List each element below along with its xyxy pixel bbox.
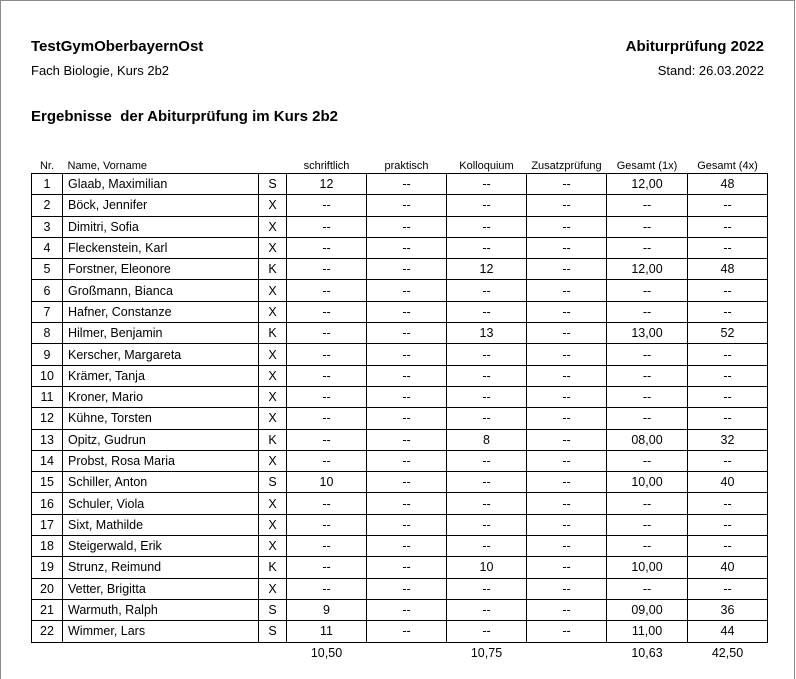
col-extra-average xyxy=(527,642,607,663)
col-name-header: Name, Vorname xyxy=(67,160,147,172)
col-total-1x-cell: 13,00 xyxy=(607,323,688,344)
col-written-cell: -- xyxy=(287,386,367,407)
col-colloquium-cell: 12 xyxy=(447,259,527,280)
col-colloquium-cell: -- xyxy=(447,280,527,301)
col-nr-cell: 7 xyxy=(32,301,63,322)
col-type-cell: K xyxy=(259,429,287,450)
col-nr-cell: 15 xyxy=(32,472,63,493)
col-practical-cell: -- xyxy=(367,536,447,557)
col-colloquium-cell: -- xyxy=(447,237,527,258)
col-practical-cell: -- xyxy=(367,237,447,258)
col-type-cell: X xyxy=(259,365,287,386)
col-type-header xyxy=(259,155,287,174)
col-practical-cell: -- xyxy=(367,493,447,514)
col-total-4x-cell: -- xyxy=(688,408,768,429)
col-total-1x-cell: 11,00 xyxy=(607,621,688,642)
col-total-4x-cell: 52 xyxy=(688,323,768,344)
col-practical-cell: -- xyxy=(367,365,447,386)
table-row xyxy=(32,386,768,407)
col-colloquium-cell: -- xyxy=(447,386,527,407)
col-name-cell: Schiller, Anton xyxy=(63,472,259,493)
table-row xyxy=(32,280,768,301)
col-practical-cell: -- xyxy=(367,578,447,599)
col-extra-cell: -- xyxy=(527,536,607,557)
col-nr-cell: 2 xyxy=(32,195,63,216)
col-total-4x-average: 42,50 xyxy=(711,645,744,660)
table-row xyxy=(32,599,768,620)
col-type-cell: X xyxy=(259,450,287,471)
col-nr-cell: 10 xyxy=(32,365,63,386)
col-written-cell: -- xyxy=(287,408,367,429)
col-colloquium-cell: -- xyxy=(447,621,527,642)
col-extra-cell: -- xyxy=(527,621,607,642)
table-row xyxy=(32,195,768,216)
col-type-cell: X xyxy=(259,216,287,237)
col-total-4x-cell: -- xyxy=(688,216,768,237)
exam-title: Abiturprüfung 2022 xyxy=(625,38,764,55)
col-type-cell: X xyxy=(259,493,287,514)
col-total-4x-cell: 40 xyxy=(688,557,768,578)
col-written-cell: -- xyxy=(287,578,367,599)
col-nr-cell: 11 xyxy=(32,386,63,407)
table-row xyxy=(32,259,768,280)
course-subtitle: Fach Biologie, Kurs 2b2 xyxy=(31,63,170,78)
col-practical-cell: -- xyxy=(367,216,447,237)
col-type-cell: X xyxy=(259,195,287,216)
col-total-1x-cell: -- xyxy=(607,493,688,514)
col-written-cell: 12 xyxy=(287,174,367,195)
col-extra-cell: -- xyxy=(527,259,607,280)
col-type-cell: S xyxy=(259,174,287,195)
col-colloquium-cell: 8 xyxy=(447,429,527,450)
col-practical-cell: -- xyxy=(367,259,447,280)
col-nr-cell: 3 xyxy=(32,216,63,237)
col-colloquium-cell: -- xyxy=(447,493,527,514)
col-extra-cell: -- xyxy=(527,450,607,471)
col-extra-cell: -- xyxy=(527,514,607,535)
col-practical-cell: -- xyxy=(367,429,447,450)
col-name-cell: Fleckenstein, Karl xyxy=(63,237,259,258)
col-extra-cell: -- xyxy=(527,365,607,386)
table-body xyxy=(32,174,768,643)
col-colloquium-cell: -- xyxy=(447,599,527,620)
col-colloquium-cell: -- xyxy=(447,195,527,216)
col-total-1x-cell: 10,00 xyxy=(607,472,688,493)
col-extra-cell: -- xyxy=(527,323,607,344)
col-colloquium-cell: -- xyxy=(447,536,527,557)
col-extra-cell: -- xyxy=(527,557,607,578)
col-practical-cell: -- xyxy=(367,621,447,642)
table-row xyxy=(32,493,768,514)
col-written-header: schriftlich xyxy=(303,160,350,172)
col-total-1x-cell: -- xyxy=(607,195,688,216)
col-type-cell: X xyxy=(259,408,287,429)
col-colloquium-cell: 10 xyxy=(447,557,527,578)
table-row xyxy=(32,578,768,599)
col-written-cell: -- xyxy=(287,493,367,514)
header-row xyxy=(32,155,768,174)
col-practical-cell: -- xyxy=(367,408,447,429)
col-name-cell: Sixt, Mathilde xyxy=(63,514,259,535)
col-total-4x-cell: -- xyxy=(688,536,768,557)
table-row xyxy=(32,323,768,344)
col-total-1x-cell: -- xyxy=(607,386,688,407)
col-name-cell: Kerscher, Margareta xyxy=(63,344,259,365)
col-extra-cell: -- xyxy=(527,429,607,450)
col-type-cell: X xyxy=(259,344,287,365)
averages-row xyxy=(32,642,768,663)
col-nr-cell: 18 xyxy=(32,536,63,557)
col-total-1x-average: 10,63 xyxy=(631,645,663,660)
col-written-cell: -- xyxy=(287,536,367,557)
col-nr-cell: 8 xyxy=(32,323,63,344)
report-heading: Ergebnisse der Abiturprüfung im Kurs 2b2 xyxy=(31,108,338,125)
col-nr-cell: 9 xyxy=(32,344,63,365)
col-total-4x-cell: -- xyxy=(688,578,768,599)
col-practical-cell: -- xyxy=(367,472,447,493)
col-extra-cell: -- xyxy=(527,174,607,195)
results-table xyxy=(31,155,768,663)
col-total-1x-cell: -- xyxy=(607,344,688,365)
col-type-cell: X xyxy=(259,301,287,322)
col-total-4x-cell: -- xyxy=(688,450,768,471)
col-type-cell: X xyxy=(259,536,287,557)
table-row xyxy=(32,472,768,493)
col-nr-cell: 19 xyxy=(32,557,63,578)
school-name: TestGymOberbayernOst xyxy=(31,38,204,55)
col-colloquium-cell: -- xyxy=(447,514,527,535)
table-row xyxy=(32,365,768,386)
table-header xyxy=(32,155,768,174)
table-row xyxy=(32,450,768,471)
col-total-4x-cell: 32 xyxy=(688,429,768,450)
table-row xyxy=(32,216,768,237)
col-name-cell: Glaab, Maximilian xyxy=(63,174,259,195)
col-name-cell: Steigerwald, Erik xyxy=(63,536,259,557)
col-type-cell: S xyxy=(259,621,287,642)
col-practical-cell: -- xyxy=(367,514,447,535)
col-type-cell: S xyxy=(259,599,287,620)
col-colloquium-cell: 13 xyxy=(447,323,527,344)
col-written-cell: -- xyxy=(287,323,367,344)
col-extra-cell: -- xyxy=(527,408,607,429)
col-nr-header: Nr. xyxy=(39,160,55,172)
col-written-cell: -- xyxy=(287,514,367,535)
col-colloquium-cell: -- xyxy=(447,408,527,429)
table-row xyxy=(32,621,768,642)
col-written-cell: 10 xyxy=(287,472,367,493)
col-colloquium-cell: -- xyxy=(447,301,527,322)
col-extra-cell: -- xyxy=(527,216,607,237)
col-type-cell: X xyxy=(259,578,287,599)
col-type-cell: K xyxy=(259,323,287,344)
table-row xyxy=(32,557,768,578)
col-name-cell: Böck, Jennifer xyxy=(63,195,259,216)
col-nr-cell: 22 xyxy=(32,621,63,642)
col-extra-cell: -- xyxy=(527,237,607,258)
report-date: Stand: 26.03.2022 xyxy=(657,63,764,78)
col-extra-cell: -- xyxy=(527,493,607,514)
col-type-cell: X xyxy=(259,237,287,258)
col-extra-cell: -- xyxy=(527,280,607,301)
col-total-1x-cell: -- xyxy=(607,536,688,557)
col-practical-cell: -- xyxy=(367,386,447,407)
col-practical-average xyxy=(367,642,447,663)
col-total-4x-cell: -- xyxy=(688,344,768,365)
col-colloquium-header: Kolloquium xyxy=(459,160,514,172)
col-type-cell: S xyxy=(259,472,287,493)
col-extra-cell: -- xyxy=(527,301,607,322)
table-row xyxy=(32,408,768,429)
col-name-cell: Kroner, Mario xyxy=(63,386,259,407)
col-nr-average xyxy=(32,642,63,663)
col-type-average xyxy=(259,642,287,663)
col-name-cell: Vetter, Brigitta xyxy=(63,578,259,599)
table-row xyxy=(32,344,768,365)
col-total-1x-header: Gesamt (1x) xyxy=(616,160,678,172)
col-extra-cell: -- xyxy=(527,472,607,493)
col-total-4x-cell: 48 xyxy=(688,259,768,280)
col-total-4x-cell: 44 xyxy=(688,621,768,642)
col-extra-cell: -- xyxy=(527,578,607,599)
col-total-1x-cell: -- xyxy=(607,216,688,237)
col-total-1x-cell: -- xyxy=(607,450,688,471)
col-written-cell: -- xyxy=(287,365,367,386)
table-row xyxy=(32,174,768,195)
col-practical-cell: -- xyxy=(367,174,447,195)
col-extra-header: Zusatzprüfung xyxy=(531,160,602,172)
col-written-cell: -- xyxy=(287,237,367,258)
col-written-cell: -- xyxy=(287,259,367,280)
col-name-cell: Probst, Rosa Maria xyxy=(63,450,259,471)
col-practical-cell: -- xyxy=(367,450,447,471)
col-practical-cell: -- xyxy=(367,195,447,216)
col-colloquium-cell: -- xyxy=(447,365,527,386)
col-practical-cell: -- xyxy=(367,280,447,301)
col-nr-cell: 17 xyxy=(32,514,63,535)
col-type-cell: X xyxy=(259,514,287,535)
col-colloquium-cell: -- xyxy=(447,450,527,471)
table-row xyxy=(32,514,768,535)
col-total-4x-cell: 48 xyxy=(688,174,768,195)
col-name-cell: Hafner, Constanze xyxy=(63,301,259,322)
col-nr-cell: 1 xyxy=(32,174,63,195)
col-practical-cell: -- xyxy=(367,323,447,344)
col-total-4x-cell: 36 xyxy=(688,599,768,620)
col-written-cell: 11 xyxy=(287,621,367,642)
col-written-cell: -- xyxy=(287,557,367,578)
col-name-cell: Strunz, Reimund xyxy=(63,557,259,578)
col-colloquium-average: 10,75 xyxy=(470,645,503,660)
col-total-4x-cell: -- xyxy=(688,237,768,258)
col-colloquium-cell: -- xyxy=(447,216,527,237)
col-type-cell: K xyxy=(259,259,287,280)
col-name-cell: Opitz, Gudrun xyxy=(63,429,259,450)
col-total-1x-cell: 10,00 xyxy=(607,557,688,578)
col-total-4x-cell: -- xyxy=(688,301,768,322)
col-practical-cell: -- xyxy=(367,301,447,322)
col-written-average: 10,50 xyxy=(310,645,343,660)
col-colloquium-cell: -- xyxy=(447,344,527,365)
table-row xyxy=(32,237,768,258)
col-written-cell: -- xyxy=(287,216,367,237)
col-extra-cell: -- xyxy=(527,599,607,620)
col-total-4x-cell: 40 xyxy=(688,472,768,493)
col-total-4x-header: Gesamt (4x) xyxy=(697,160,758,172)
table-row xyxy=(32,429,768,450)
col-colloquium-cell: -- xyxy=(447,472,527,493)
col-total-1x-cell: -- xyxy=(607,578,688,599)
col-name-cell: Großmann, Bianca xyxy=(63,280,259,301)
col-name-cell: Hilmer, Benjamin xyxy=(63,323,259,344)
col-type-cell: X xyxy=(259,386,287,407)
col-total-4x-cell: -- xyxy=(688,365,768,386)
col-written-cell: -- xyxy=(287,280,367,301)
col-total-1x-cell: -- xyxy=(607,237,688,258)
col-total-1x-cell: 12,00 xyxy=(607,259,688,280)
col-written-cell: -- xyxy=(287,195,367,216)
table-footer xyxy=(32,642,768,663)
col-name-cell: Warmuth, Ralph xyxy=(63,599,259,620)
col-practical-cell: -- xyxy=(367,344,447,365)
col-type-cell: K xyxy=(259,557,287,578)
col-nr-cell: 5 xyxy=(32,259,63,280)
col-name-cell: Schuler, Viola xyxy=(63,493,259,514)
col-total-4x-cell: -- xyxy=(688,386,768,407)
col-extra-cell: -- xyxy=(527,344,607,365)
col-nr-cell: 16 xyxy=(32,493,63,514)
col-colloquium-cell: -- xyxy=(447,578,527,599)
col-total-4x-cell: -- xyxy=(688,280,768,301)
col-total-1x-cell: 09,00 xyxy=(607,599,688,620)
col-name-cell: Dimitri, Sofia xyxy=(63,216,259,237)
col-total-1x-cell: -- xyxy=(607,514,688,535)
col-total-4x-cell: -- xyxy=(688,195,768,216)
col-extra-cell: -- xyxy=(527,386,607,407)
col-name-cell: Krämer, Tanja xyxy=(63,365,259,386)
col-written-cell: -- xyxy=(287,301,367,322)
col-nr-cell: 13 xyxy=(32,429,63,450)
col-colloquium-cell: -- xyxy=(447,174,527,195)
col-written-cell: -- xyxy=(287,429,367,450)
col-type-cell: X xyxy=(259,280,287,301)
col-practical-header: praktisch xyxy=(384,160,429,172)
col-extra-cell: -- xyxy=(527,195,607,216)
col-name-cell: Forstner, Eleonore xyxy=(63,259,259,280)
table-row xyxy=(32,301,768,322)
col-name-cell: Kühne, Torsten xyxy=(63,408,259,429)
col-total-1x-cell: -- xyxy=(607,280,688,301)
col-total-1x-cell: 08,00 xyxy=(607,429,688,450)
col-nr-cell: 20 xyxy=(32,578,63,599)
table-row xyxy=(32,536,768,557)
col-total-4x-cell: -- xyxy=(688,493,768,514)
col-nr-cell: 14 xyxy=(32,450,63,471)
col-total-4x-cell: -- xyxy=(688,514,768,535)
col-practical-cell: -- xyxy=(367,557,447,578)
col-total-1x-cell: -- xyxy=(607,365,688,386)
col-nr-cell: 6 xyxy=(32,280,63,301)
col-total-1x-cell: -- xyxy=(607,301,688,322)
col-written-cell: -- xyxy=(287,450,367,471)
col-nr-cell: 21 xyxy=(32,599,63,620)
col-written-cell: -- xyxy=(287,344,367,365)
col-written-cell: 9 xyxy=(287,599,367,620)
col-name-average xyxy=(63,642,259,663)
col-nr-cell: 12 xyxy=(32,408,63,429)
col-nr-cell: 4 xyxy=(32,237,63,258)
col-practical-cell: -- xyxy=(367,599,447,620)
col-name-cell: Wimmer, Lars xyxy=(63,621,259,642)
col-total-1x-cell: 12,00 xyxy=(607,174,688,195)
col-total-1x-cell: -- xyxy=(607,408,688,429)
